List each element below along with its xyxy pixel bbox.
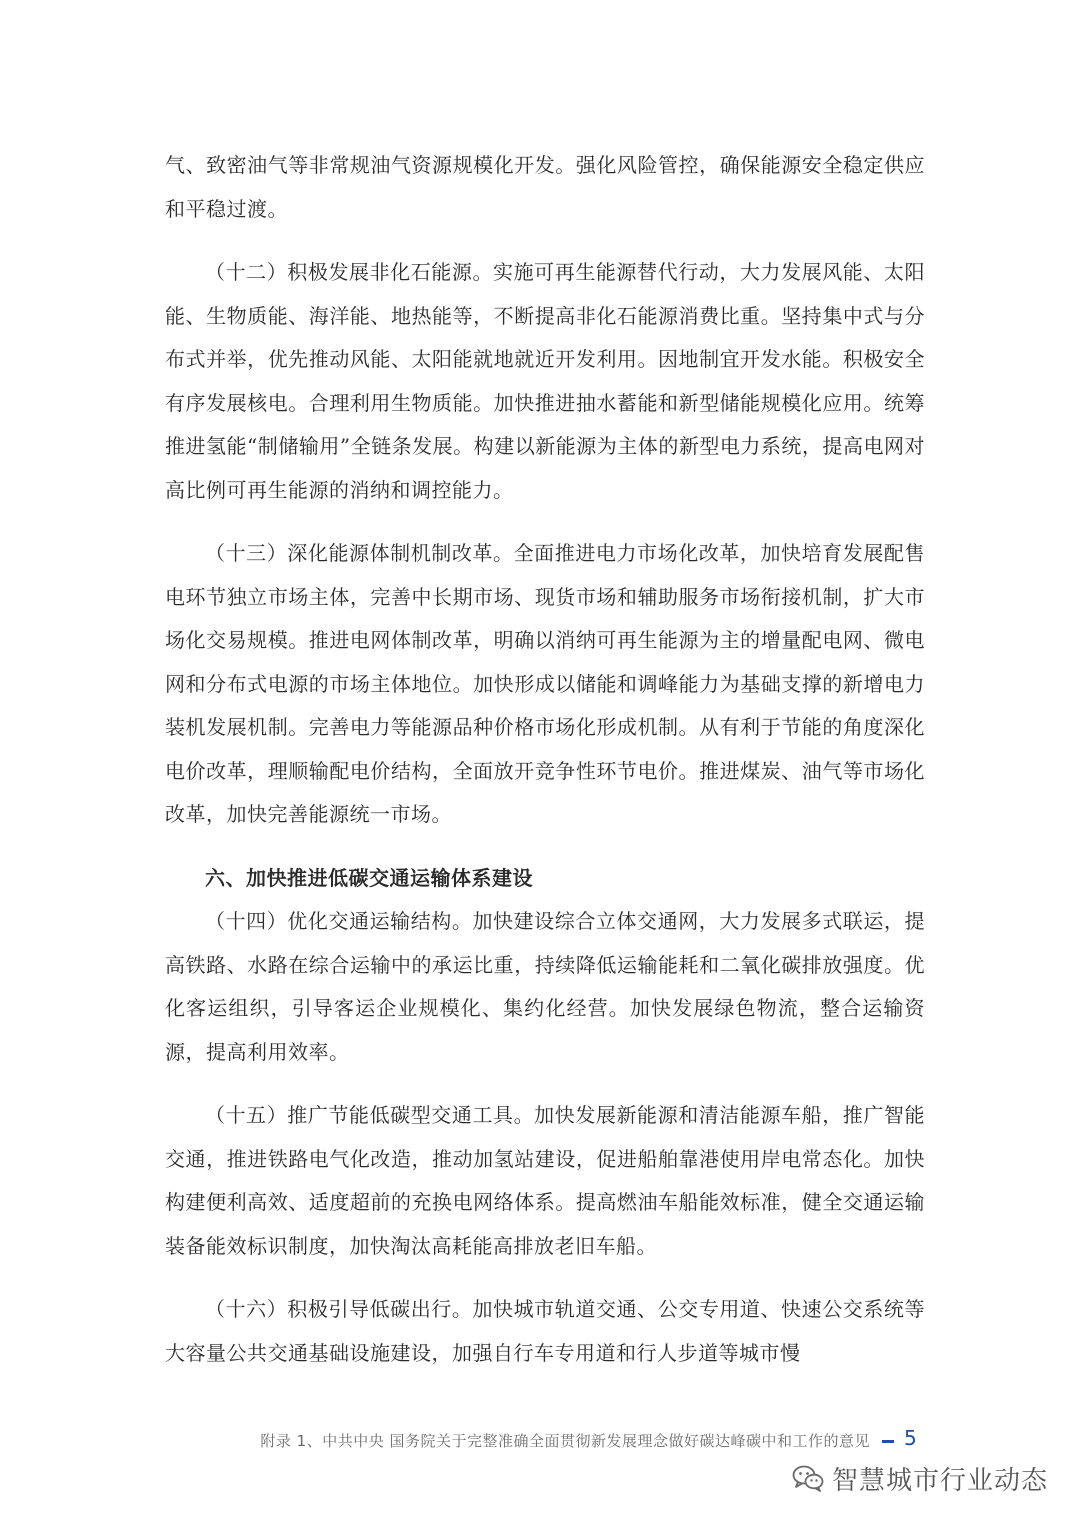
- paragraph-continuation: 气、致密油气等非常规油气资源规模化开发。强化风险管控，确保能源安全稳定供应和平稳过渡。: [165, 153, 925, 221]
- footer-text: 附录 1、中共中央 国务院关于完整准确全面贯彻新发展理念做好碳达峰碳中和工作的意见: [260, 1432, 870, 1450]
- watermark: [792, 1458, 1048, 1498]
- paragraph-13: （十三）深化能源体制机制改革。全面推进电力市场化改革，加快培育发展配售电环节独立市场主体，完善中长期市场、现货市场和辅助服务市场衔接机制，扩大市场化交易规模。推进电网体制改革，明确以消纳可再生能源为主的增量配电网、微电网和分布式电源的市场主体地位。加快形成以储能和调峰能力为基础支撑的新增电力装机发展机制。完善电力等能源品种价格市场化形成机制。从有利于节能的角度深化电价改革，理顺输配电价结构，全面放开竞争性环节电价。推进煤炭、油气等市场化改革，加快完善能源统一市场。: [165, 541, 925, 826]
- page-number: 5: [904, 1426, 917, 1450]
- paragraph-15: （十五）推广节能低碳型交通工具。加快发展新能源和清洁能源车船，推广智能交通，推进铁路电气化改造，推动加氢站建设，促进船舶靠港使用岸电常态化。加快构建便利高效、适度超前的充换电网络体系。提高燃油车船能效标准，健全交通运输装备能效标识制度，加快淘汰高耗能高排放老旧车船。: [165, 1103, 925, 1258]
- page-footer: [0, 1422, 1080, 1462]
- paragraph-12: （十二）积极发展非化石能源。实施可再生能源替代行动，大力发展风能、太阳能、生物质能、海洋能、地热能等，不断提高非化石能源消费比重。坚持集中式与分布式并举，优先推动风能、太阳能就地就近开发利用。因地制宜开发水能。积极安全有序发展核电。合理利用生物质能。加快推进抽水蓄能和新型储能规模化应用。统筹推进氢能“制储输用”全链条发展。构建以新能源为主体的新型电力系统，提高电网对高比例可再生能源的消纳和调控能力。: [165, 260, 925, 502]
- section-heading: 六、加快推进低碳交通运输体系建设: [205, 865, 533, 890]
- document-body: [165, 144, 925, 1375]
- footer-divider: [882, 1440, 894, 1443]
- paragraph-14: （十四）优化交通运输结构。加快建设综合立体交通网，大力发展多式联运，提高铁路、水路在综合运输中的承运比重，持续降低运输能耗和二氧化碳排放强度。优化客运组织，引导客运企业规模化、集约化经营。加快发展绿色物流，整合运输资源，提高利用效率。: [165, 909, 925, 1064]
- wechat-icon: [792, 1464, 824, 1492]
- watermark-text: 智慧城市行业动态: [832, 1465, 1049, 1496]
- paragraph-16: （十六）积极引导低碳出行。加快城市轨道交通、公交专用道、快速公交系统等大容量公共交通基础设施建设，加强自行车专用道和行人步道等城市慢: [165, 1297, 925, 1365]
